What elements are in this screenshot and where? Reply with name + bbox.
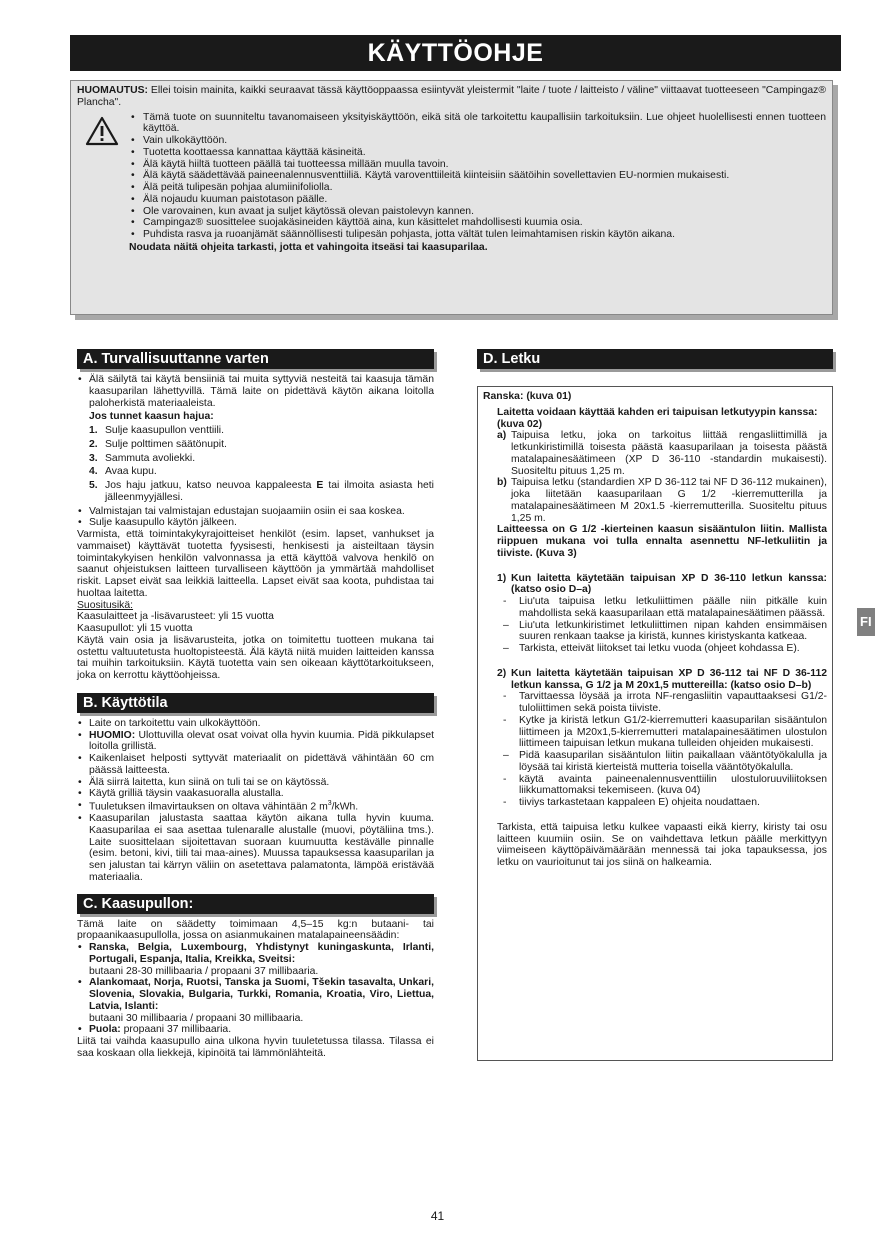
step-item: 5. Jos haju jatkuu, katso neuvoa kappaleesta E tai ilmoita asiasta heti jälleenmyyjällesi. <box>89 480 434 503</box>
section-b-bullet: • Tuuletuksen ilmavirtauksen on oltava vähintään 2 $m^3$/kWh. <box>77 800 434 813</box>
recommended-age-line: Kaasupullot: yli 15 vuotta <box>77 623 193 634</box>
section-b-bullet: • HUOMIO: Ulottuvilla olevat osat voivat olla hyvin kuumia. Pidä pikkulapset loitolla grillistä. <box>77 730 434 754</box>
step-item: 2. Sulje polttimen säätönupit. <box>89 438 227 450</box>
notice-item: • Puhdista rasva ja ruoanjämät säännöllisesti tulipesän pohjasta, jotta vältät tulen leimahtamisen riskin käytön aikana. <box>129 229 826 241</box>
procedure-step: - Tarvittaessa löysää ja irrota NF-rengasliitin vapauttaaksesi G1/2- tuloliittimen sekä poista tiiviste. <box>503 691 827 714</box>
language-tab: FI <box>857 608 875 636</box>
procedure-step: - tiiviys tarkastetaan kappaleen E) ohjeita noudattaen. <box>503 797 760 808</box>
notice-text: Ellei toisin mainita, kaikki seuraavat tässä käyttöoppaassa esiintyvät yleistermit "laite / tuote / laitteisto / väline" viittaavat tuotteeseen "Campingaz® Plancha". <box>77 85 826 108</box>
country-group: • Alankomaat, Norja, Ruotsi, Tanska ja Suomi, Tšekin tasavalta, Unkari, Slovenia, Slovakia, Bulgaria, Turkki, Romania, Kroatia, Viro, Liettua, Latvia, Islanti: <box>77 977 434 1012</box>
warning-triangle-icon <box>85 116 119 146</box>
parts-paragraph: Käytä vain osia ja lisävarusteita, jotka on toimitettu tuotteen mukana tai ostettu valtuutetusta huoltopisteestä. Älä käytä niitä muiden laitteiden kanssa tai muihin tarkoituksiin. Käytä tuotetta vain sen oikeaan käyttötarkoitukseen, joka on kerrottu käyttöohjeissa. <box>77 634 434 681</box>
section-a-heading: A. Turvallisuuttanne varten <box>77 349 434 369</box>
pressure-value: butaani 30 millibaaria / propaani 30 millibaaria. <box>89 1012 304 1024</box>
country-group: • Ranska, Belgia, Luxembourg, Yhdistynyt kuningaskunta, Irlanti, Portugali, Espanja, Italia, Kreikka, Sveitsi: <box>77 942 434 966</box>
hose-closing-paragraph: Tarkista, että taipuisa letku kulkee vapaasti eikä kierry, kiristy tai osu laitteen kuumiin osiin. Se on vaihdettava letkun päälle merkittyyn viimeiseen käyttöpäivämäärään mennessä tai joka tapauksessa, jos letku on vaurioitunut tai jos siinä on halkeamia. <box>497 821 827 868</box>
warning-block <box>77 112 826 254</box>
procedure-2-heading: 2) Kun laitetta käytetään taipuisan XP D 36-112 tai NF D 36-112 letkun kanssa, G 1/2 ja M 20x1,5 muttereilla: (katso osio D–b) <box>497 667 827 691</box>
hose-types <box>483 407 827 869</box>
step-item: 1. Sulje kaasupullon venttiili. <box>89 425 224 436</box>
france-label: Ranska: (kuva 01) <box>483 391 572 402</box>
notice-list <box>77 112 826 241</box>
step-item: 4. Avaa kupu. <box>89 466 157 478</box>
procedure-step: - Liu'uta taipuisa letku letkuliittimen päälle niin pitkälle kuin mahdollista sekä kaasuparilaan että matalapainesäätimen päässä. <box>503 596 827 619</box>
section-b-bullet: • Kaikenlaiset helposti syttyvät materiaalit on pidettävä vähintään 60 cm päässä laitteesta. <box>77 753 434 777</box>
notice-item: • Tämä tuote on suunniteltu tavanomaiseen yksityiskäyttöön, eikä sitä ole tarkoitettu kaupallisiin tarkoituksiin. Lue ohjeet huolellisesti ennen tuotteen käyttöä. <box>129 112 826 136</box>
section-a-bullet: • Valmistajan tai valmistajan edustajan suojaamiin osiin ei saa koskea. <box>77 506 434 518</box>
section-c-heading: C. Kaasupullon: <box>77 894 434 914</box>
pressure-value: butaani 28-30 millibaaria / propaani 37 millibaaria. <box>89 965 319 977</box>
procedure-1-heading: 1) Kun laitetta käytetään taipuisan XP D 36-110 letkun kanssa: (katso osio D–a) <box>497 572 827 596</box>
cylinder-intro: Tämä laite on säädetty toimimaan 4,5–15 kg:n butaani- tai propaanikaasupullolla, jossa on asianmukainen matalapaineensäädin: <box>77 918 434 942</box>
notice-item: • Älä käytä hiiltä tuotteen päällä tai tuotteessa millään muulla tavoin. <box>129 159 826 171</box>
procedure-step: – Tarkista, etteivät liitokset tai letku vuoda (ohjeet kohdassa E). <box>503 643 800 654</box>
procedure-step: - käytä avainta paineenalennusventtiilin ulostuloruuviliitoksen liikkumattomaksi tekemiseen. (kuva 04) <box>503 773 827 797</box>
section-b-heading: B. Käyttötila <box>77 693 434 713</box>
page-number: 41 <box>430 1209 445 1223</box>
page-title: KÄYTTÖOHJE <box>70 35 841 71</box>
procedure-step: – Liu'uta letkunkiristimet letkuliittimen nipan kahden ensimmäisen suuren renkaan taakse ja kiristä, kunnes kiristyskanta katkeaa. <box>503 619 827 643</box>
notice-head <box>77 85 826 109</box>
gas-smell-title: Jos tunnet kaasun hajua: <box>89 411 214 423</box>
notice-item: • Ole varovainen, kun avaat ja suljet käytössä olevan paistolevyn kannen. <box>129 206 826 218</box>
notice-box <box>70 80 833 315</box>
section-b-bullet: • Älä siirrä laitetta, kun siinä on tuli tai se on käytössä. <box>77 777 434 789</box>
notice-final: Noudata näitä ohjeita tarkasti, jotta et vahingoita itseäsi tai kaasuparilaa. <box>129 241 488 253</box>
supervision-paragraph: Varmista, että toimintakykyrajoitteiset henkilöt (esim. lapset, vanhukset ja vammaiset) käyttävät tuotetta fyysisesti, henkisesti ja aisteiltaan täysin toimintakykyisen henkilön valvonnassa ja että käyttöä valvova henkilö on saanut ohjeistuksen laitteen turvalliseen käyttöön ja ymmärtää mahdolliset riskit. Lapset eivät saa leikkiä laitteella. Lapset eivät saa koota, puhdistaa tai huoltaa laitetta. <box>77 529 434 599</box>
procedure-step: – Pidä kaasuparilan sisääntulon liitin paikallaan vääntötyökalulla ja löysää tai kiristä kierteistä mutteria toisella vääntötyökalulla. <box>503 750 827 773</box>
recommended-age-title: Suositusikä: <box>77 599 134 611</box>
right-column <box>477 349 833 374</box>
section-a-bullet: • Älä säilytä tai käytä bensiiniä tai muita syttyviä nesteitä tai kaasuja tämän kaasuparilan lähettyvillä. Tämä laite on pidettävä käytön aikana loitolla paloherkistä materiaaleista. <box>77 374 434 409</box>
country-group: • Puola: propaani 37 millibaaria. <box>77 1024 434 1036</box>
notice-label: HUOMAUTUS: <box>77 85 148 96</box>
step-item: 3. Sammuta avoliekki. <box>89 452 196 464</box>
hose-intro: Laitetta voidaan käyttää kahden eri taipuisan letkutyypin kanssa: (kuva 02) <box>497 406 818 430</box>
left-column <box>77 349 434 1060</box>
cylinder-outro: Liitä tai vaihda kaasupullo aina ulkona hyvin tuuletetussa tilassa. Tilassa ei saa koskaan olla liekkejä, kipinöitä tai lämmönlähteitä. <box>77 1036 434 1059</box>
section-b-bullet: • Käytä grilliä täysin vaakasuoralla alustalla. <box>77 788 434 800</box>
recommended-age-line: Kaasulaitteet ja -lisävarusteet: yli 15 vuotta <box>77 611 274 623</box>
hose-type-a: a) Taipuisa letku, joka on tarkoitus liittää rengasliittimillä ja letkunkiristimillä toisesta päästä kaasuparilaan ja toisesta päästä matalapainesäätimeen (XP D 36-110 -standardin mukaisesti). Suositeltu pituus 1,25 m. <box>497 430 827 477</box>
notice-item: • Älä käytä säädettävää paineenalennusventtiiliä. Käytä varoventtiileitä kiinteisiin säätöihin sovellettavien EU-normien mukaisesti. <box>129 170 826 182</box>
section-b-bullet: • Laite on tarkoitettu vain ulkokäyttöön. <box>77 718 434 730</box>
notice-item: • Älä peitä tulipesän pohjaa alumiinifoliolla. <box>129 182 826 194</box>
hose-type-b: b) Taipuisa letku (standardien XP D 36-112 tai NF D 36-112 mukainen), joka liitetään kaasuparilaan G 1/2 -kierremutterilla ja matalapainesäätimeen M 20x1.5 -kierremutterilla. Suositeltu pituus 1,25 m. <box>497 477 827 524</box>
notice-item: • Campingaz® suosittelee suojakäsineiden käyttöä aina, kun käsittelet mahdollisesti kuumia osia. <box>129 217 826 229</box>
notice-item: • Älä nojaudu kuuman paistotason päälle. <box>129 194 826 206</box>
hose-box <box>477 386 833 1061</box>
inlet-note: Laitteessa on G 1/2 -kierteinen kaasun sisääntulon liitin. Mallista riippuen mukana voi tulla ennalta asennettu NF-letkuliitin ja tiiviste. (Kuva 3) <box>497 524 827 559</box>
notice-item: • Vain ulkokäyttöön. <box>129 135 826 147</box>
section-b-bullet: • Kaasuparilan jalustasta saattaa käytön aikana tulla hyvin kuuma. Kaasuparilaa ei saa asettaa tulenaralle alustalle (muovi, pöytäliina tms.). Laite suosittelaan sijoitettavan suoraan kuumuutta kestävälle pinnalle (esim. betoni, kivi, tiili tai maa-aines). Muussa tapauksessa kaasuparilan ja sen jalustan tai kärryn väliin on asetettava palamatonta, lämpöä eristävää materiaalia. <box>77 813 434 884</box>
procedure-step: - Kytke ja kiristä letkun G1/2-kierremutteri kaasuparilan sisääntulon liittimeen ja M20x1,5-kierremutteri matalapainesäätimen ulostulon liittimeen taipuisan letkun mukana tulleiden ohjeiden mukaisesti. <box>503 714 827 750</box>
section-d-heading: D. Letku <box>477 349 833 369</box>
notice-item: • Tuotetta koottaessa kannattaa käyttää käsineitä. <box>129 147 826 159</box>
section-a-bullet: • Sulje kaasupullo käytön jälkeen. <box>77 517 434 529</box>
